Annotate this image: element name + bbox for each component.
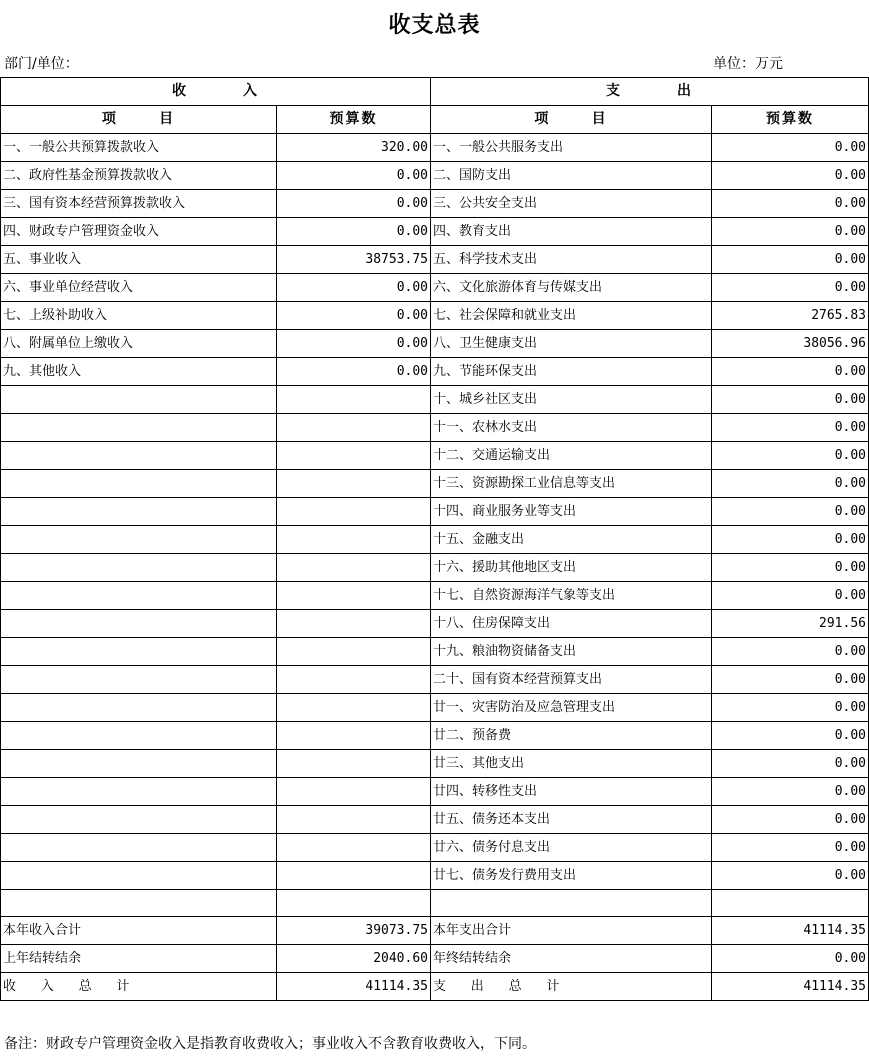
expense-value-cell: 0.00 — [712, 498, 869, 526]
table-row — [1, 806, 869, 834]
expense-budget-column-header: 预算数 — [712, 106, 869, 134]
table-row — [1, 666, 869, 694]
income-value-cell: 0.00 — [277, 274, 431, 302]
table-row — [1, 834, 869, 862]
income-value-cell — [277, 862, 431, 890]
unit-label: 单位：万元 — [713, 56, 783, 72]
income-item-cell: 二、政府性基金预算拨款收入 — [1, 162, 277, 190]
expense-item-cell: 十九、粮油物资储备支出 — [431, 638, 712, 666]
expense-value-cell: 2765.83 — [712, 302, 869, 330]
expense-item-cell: 七、社会保障和就业支出 — [431, 302, 712, 330]
expense-value-cell: 0.00 — [712, 274, 869, 302]
table-row — [1, 526, 869, 554]
table-row — [1, 190, 869, 218]
table-row — [1, 973, 869, 1001]
table-row — [1, 750, 869, 778]
expense-value-cell: 0.00 — [712, 778, 869, 806]
table-row — [1, 162, 869, 190]
income-item-cell: 三、国有资本经营预算拨款收入 — [1, 190, 277, 218]
expense-value-cell: 0.00 — [712, 750, 869, 778]
department-label: 部门/单位： — [4, 56, 79, 72]
income-value-cell — [277, 386, 431, 414]
income-item-cell: 本年收入合计 — [1, 917, 277, 945]
income-value-cell: 320.00 — [277, 134, 431, 162]
table-row — [1, 274, 869, 302]
expense-value-cell: 41114.35 — [712, 917, 869, 945]
income-item-cell — [1, 666, 277, 694]
expense-item-cell: 一、一般公共服务支出 — [431, 134, 712, 162]
expense-item-cell: 本年支出合计 — [431, 917, 712, 945]
table-row — [1, 218, 869, 246]
expense-value-cell: 0.00 — [712, 358, 869, 386]
expense-item-cell: 廿四、转移性支出 — [431, 778, 712, 806]
income-item-cell — [1, 890, 277, 917]
income-item-cell — [1, 806, 277, 834]
expense-item-cell: 十三、资源勘探工业信息等支出 — [431, 470, 712, 498]
expense-item-cell: 二十、国有资本经营预算支出 — [431, 666, 712, 694]
income-item-cell — [1, 498, 277, 526]
table-row — [1, 358, 869, 386]
footnote: 备注：财政专户管理资金收入是指教育收费收入；事业收入不含教育收费收入，下同。 — [4, 1036, 536, 1052]
expense-item-cell: 五、科学技术支出 — [431, 246, 712, 274]
expense-value-cell: 41114.35 — [712, 973, 869, 1001]
table-row — [1, 414, 869, 442]
table-row — [1, 917, 869, 945]
expense-item-cell: 廿一、灾害防治及应急管理支出 — [431, 694, 712, 722]
expense-value-cell: 38056.96 — [712, 330, 869, 358]
table-row — [1, 890, 869, 917]
income-value-cell — [277, 610, 431, 638]
expense-value-cell: 0.00 — [712, 442, 869, 470]
income-item-cell — [1, 442, 277, 470]
income-value-cell: 0.00 — [277, 218, 431, 246]
expense-value-cell: 0.00 — [712, 582, 869, 610]
income-value-cell: 38753.75 — [277, 246, 431, 274]
table-row — [1, 945, 869, 973]
table-row — [1, 470, 869, 498]
expense-value-cell: 0.00 — [712, 218, 869, 246]
income-value-cell — [277, 582, 431, 610]
income-item-cell — [1, 694, 277, 722]
expense-item-cell: 十六、援助其他地区支出 — [431, 554, 712, 582]
income-item-cell: 一、一般公共预算拨款收入 — [1, 134, 277, 162]
income-item-cell — [1, 414, 277, 442]
income-value-cell: 0.00 — [277, 190, 431, 218]
table-row — [1, 246, 869, 274]
table-row — [1, 498, 869, 526]
income-value-cell: 0.00 — [277, 302, 431, 330]
income-item-cell: 四、财政专户管理资金收入 — [1, 218, 277, 246]
income-value-cell — [277, 890, 431, 917]
income-item-cell: 九、其他收入 — [1, 358, 277, 386]
table-row — [1, 582, 869, 610]
expense-item-cell: 九、节能环保支出 — [431, 358, 712, 386]
expense-value-cell: 0.00 — [712, 526, 869, 554]
expense-item-cell — [431, 890, 712, 917]
expense-item-cell: 廿七、债务发行费用支出 — [431, 862, 712, 890]
income-value-cell: 0.00 — [277, 358, 431, 386]
income-budget-column-header: 预算数 — [277, 106, 431, 134]
income-item-cell — [1, 526, 277, 554]
table-row — [1, 134, 869, 162]
expense-value-cell: 0.00 — [712, 190, 869, 218]
budget-summary-table — [0, 77, 869, 1001]
expense-item-column-header: 项 目 — [431, 106, 712, 134]
expense-item-cell: 三、公共安全支出 — [431, 190, 712, 218]
expense-value-cell: 0.00 — [712, 694, 869, 722]
income-item-cell — [1, 834, 277, 862]
income-value-cell — [277, 498, 431, 526]
table-row — [1, 862, 869, 890]
table-row — [1, 330, 869, 358]
table-row — [1, 442, 869, 470]
expense-item-cell: 廿六、债务付息支出 — [431, 834, 712, 862]
expense-value-cell: 0.00 — [712, 862, 869, 890]
income-value-cell: 0.00 — [277, 162, 431, 190]
table-row — [1, 778, 869, 806]
income-value-cell — [277, 834, 431, 862]
income-item-cell: 七、上级补助收入 — [1, 302, 277, 330]
income-value-cell — [277, 694, 431, 722]
income-item-cell — [1, 386, 277, 414]
expense-value-cell: 0.00 — [712, 554, 869, 582]
expense-value-cell — [712, 890, 869, 917]
expense-item-cell: 八、卫生健康支出 — [431, 330, 712, 358]
income-item-cell — [1, 638, 277, 666]
expense-value-cell: 0.00 — [712, 162, 869, 190]
expense-item-cell: 十一、农林水支出 — [431, 414, 712, 442]
income-item-cell — [1, 778, 277, 806]
income-value-cell — [277, 414, 431, 442]
income-item-cell: 五、事业收入 — [1, 246, 277, 274]
income-item-cell: 六、事业单位经营收入 — [1, 274, 277, 302]
income-item-column-header: 项 目 — [1, 106, 277, 134]
table-row — [1, 386, 869, 414]
table-row — [1, 638, 869, 666]
table-row — [1, 302, 869, 330]
income-item-cell — [1, 554, 277, 582]
expense-value-cell: 291.56 — [712, 610, 869, 638]
income-item-cell — [1, 582, 277, 610]
income-value-cell — [277, 442, 431, 470]
expense-value-cell: 0.00 — [712, 414, 869, 442]
expense-item-cell: 十、城乡社区支出 — [431, 386, 712, 414]
income-item-cell: 八、附属单位上缴收入 — [1, 330, 277, 358]
section-header-row — [1, 78, 869, 106]
income-value-cell — [277, 554, 431, 582]
expense-item-cell: 廿二、预备费 — [431, 722, 712, 750]
expense-value-cell: 0.00 — [712, 666, 869, 694]
table-row — [1, 610, 869, 638]
income-item-cell: 收 入 总 计 — [1, 973, 277, 1001]
income-value-cell — [277, 470, 431, 498]
expense-value-cell: 0.00 — [712, 134, 869, 162]
income-value-cell — [277, 806, 431, 834]
expense-section-header: 支 出 — [431, 78, 869, 106]
income-item-cell — [1, 750, 277, 778]
expense-item-cell: 廿五、债务还本支出 — [431, 806, 712, 834]
income-item-cell — [1, 610, 277, 638]
page-title: 收支总表 — [388, 13, 481, 38]
expense-item-cell: 支 出 总 计 — [431, 973, 712, 1001]
income-value-cell: 2040.60 — [277, 945, 431, 973]
expense-item-cell: 廿三、其他支出 — [431, 750, 712, 778]
expense-item-cell: 十五、金融支出 — [431, 526, 712, 554]
expense-value-cell: 0.00 — [712, 834, 869, 862]
income-item-cell: 上年结转结余 — [1, 945, 277, 973]
expense-value-cell: 0.00 — [712, 386, 869, 414]
income-value-cell — [277, 722, 431, 750]
expense-value-cell: 0.00 — [712, 470, 869, 498]
income-value-cell — [277, 778, 431, 806]
table-row — [1, 694, 869, 722]
expense-item-cell: 十八、住房保障支出 — [431, 610, 712, 638]
expense-value-cell: 0.00 — [712, 806, 869, 834]
expense-item-cell: 四、教育支出 — [431, 218, 712, 246]
income-value-cell — [277, 666, 431, 694]
income-value-cell: 39073.75 — [277, 917, 431, 945]
income-item-cell — [1, 722, 277, 750]
expense-item-cell: 十二、交通运输支出 — [431, 442, 712, 470]
income-item-cell — [1, 470, 277, 498]
income-value-cell — [277, 638, 431, 666]
expense-item-cell: 二、国防支出 — [431, 162, 712, 190]
expense-item-cell: 年终结转结余 — [431, 945, 712, 973]
table-row — [1, 722, 869, 750]
expense-value-cell: 0.00 — [712, 638, 869, 666]
column-header-row — [1, 106, 869, 134]
expense-item-cell: 十四、商业服务业等支出 — [431, 498, 712, 526]
expense-value-cell: 0.00 — [712, 945, 869, 973]
table-row — [1, 554, 869, 582]
expense-item-cell: 十七、自然资源海洋气象等支出 — [431, 582, 712, 610]
income-value-cell: 0.00 — [277, 330, 431, 358]
expense-value-cell: 0.00 — [712, 722, 869, 750]
income-item-cell — [1, 862, 277, 890]
income-value-cell: 41114.35 — [277, 973, 431, 1001]
income-value-cell — [277, 526, 431, 554]
expense-value-cell: 0.00 — [712, 246, 869, 274]
income-value-cell — [277, 750, 431, 778]
income-section-header: 收 入 — [1, 78, 431, 106]
expense-item-cell: 六、文化旅游体育与传媒支出 — [431, 274, 712, 302]
